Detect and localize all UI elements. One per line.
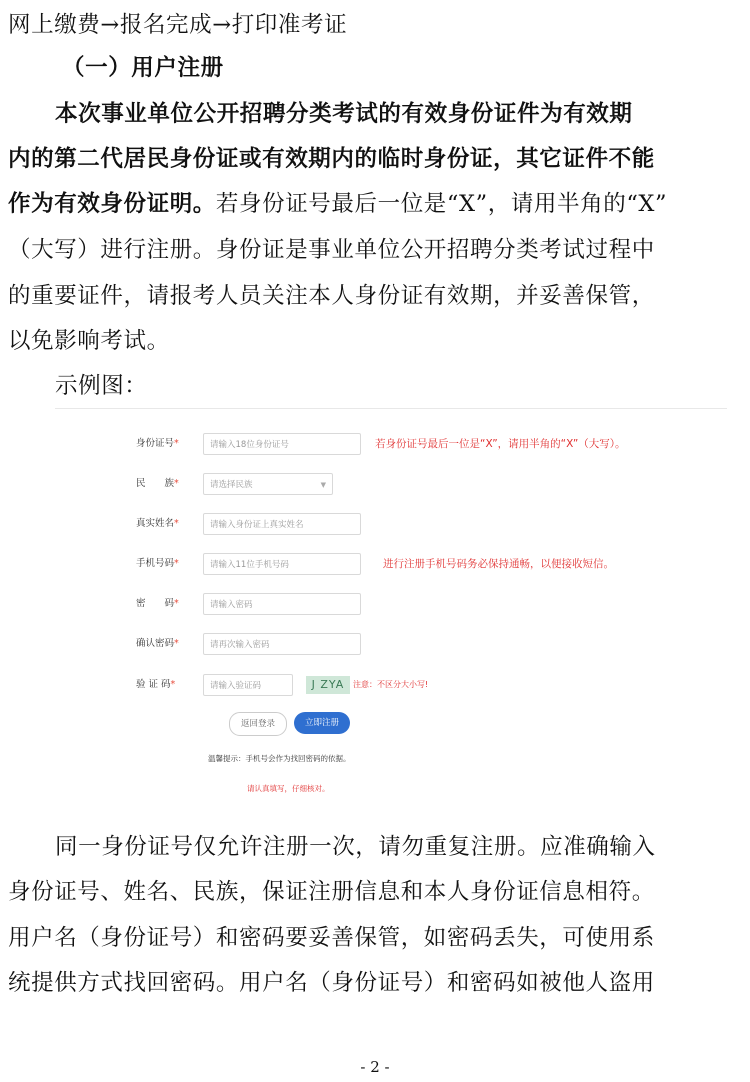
- paragraph-1-line-2: 内的第二代居民身份证或有效期内的临时身份证，其它证件不能: [8, 146, 655, 172]
- paragraph-1-line-5: 的重要证件，请报考人员关注本人身份证有效期，并妥善保管，: [8, 283, 655, 309]
- paragraph-2-line-3: 用户名（身份证号）和密码要妥善保管，如密码丢失，可使用系: [8, 925, 655, 951]
- real-name-input[interactable]: 请输入身份证上真实姓名: [203, 513, 361, 535]
- phone-input[interactable]: 请输入11位手机号码: [203, 553, 361, 575]
- section-heading: （一）用户注册: [62, 55, 224, 81]
- phone-note: 进行注册手机号码务必保持通畅，以便接收短信。: [383, 558, 614, 570]
- paragraph-1-line-6: 以免影响考试。: [8, 328, 170, 354]
- registration-form-example: [55, 408, 727, 809]
- back-to-login-button[interactable]: 返回登录: [229, 712, 287, 736]
- confirm-password-row: [55, 631, 727, 657]
- ethnic-label: 民 族*: [136, 478, 179, 489]
- phone-row: [55, 551, 727, 577]
- paragraph-1-line-3-bold: 作为有效身份证明。: [8, 191, 216, 217]
- captcha-input[interactable]: 请输入验证码: [203, 674, 293, 696]
- register-now-button[interactable]: 立即注册: [294, 712, 350, 734]
- paragraph-2-line-4: 统提供方式找回密码。用户名（身份证号）和密码如被他人盗用: [8, 970, 655, 996]
- confirm-password-input[interactable]: 请再次输入密码: [203, 633, 361, 655]
- id-number-label: 身份证号*: [136, 438, 179, 449]
- id-number-row: [55, 431, 727, 457]
- text-line-1: 网上缴费→报名完成→打印准考证: [8, 12, 348, 38]
- paragraph-1-line-1: 本次事业单位公开招聘分类考试的有效身份证件为有效期: [55, 101, 633, 127]
- paragraph-1-line-4: （大写）进行注册。身份证是事业单位公开招聘分类考试过程中: [8, 237, 655, 263]
- paragraph-2-line-2: 身份证号、姓名、民族，保证注册信息和本人身份证信息相符。: [8, 879, 655, 905]
- paragraph-1-line-3-rest: 若身份证号最后一位是“X”，请用半角的“X”: [215, 191, 668, 217]
- ethnic-select-value: 请选择民族: [210, 480, 253, 490]
- real-name-row: [55, 511, 727, 537]
- confirm-password-label: 确认密码*: [136, 638, 179, 649]
- password-input[interactable]: 请输入密码: [203, 593, 361, 615]
- chevron-down-icon: ▼: [320, 481, 326, 489]
- verify-tip: 请认真填写，仔细核对。: [247, 784, 330, 793]
- password-label: 密 码*: [136, 598, 179, 609]
- password-row: [55, 591, 727, 617]
- real-name-label: 真实姓名*: [136, 518, 179, 529]
- paragraph-2-line-1: 同一身份证号仅允许注册一次，请勿重复注册。应准确输入: [55, 834, 656, 860]
- id-number-input[interactable]: 请输入18位身份证号: [203, 433, 361, 455]
- id-number-note: 若身份证号最后一位是“X”，请用半角的“X”（大写）。: [375, 438, 626, 450]
- phone-label: 手机号码*: [136, 558, 179, 569]
- captcha-image[interactable]: J ZYA: [306, 676, 350, 694]
- ethnic-select[interactable]: [203, 473, 333, 495]
- example-label: 示例图：: [55, 373, 148, 399]
- ethnic-row: [55, 471, 727, 497]
- captcha-row: [55, 672, 727, 698]
- captcha-note: 注意：不区分大小写!: [353, 680, 429, 689]
- captcha-label: 验 证 码*: [136, 679, 176, 690]
- page-number: - 2 -: [360, 1058, 390, 1076]
- paragraph-1-line-3: [8, 189, 667, 219]
- warm-tip: 温馨提示：手机号会作为找回密码的依据。: [208, 754, 351, 763]
